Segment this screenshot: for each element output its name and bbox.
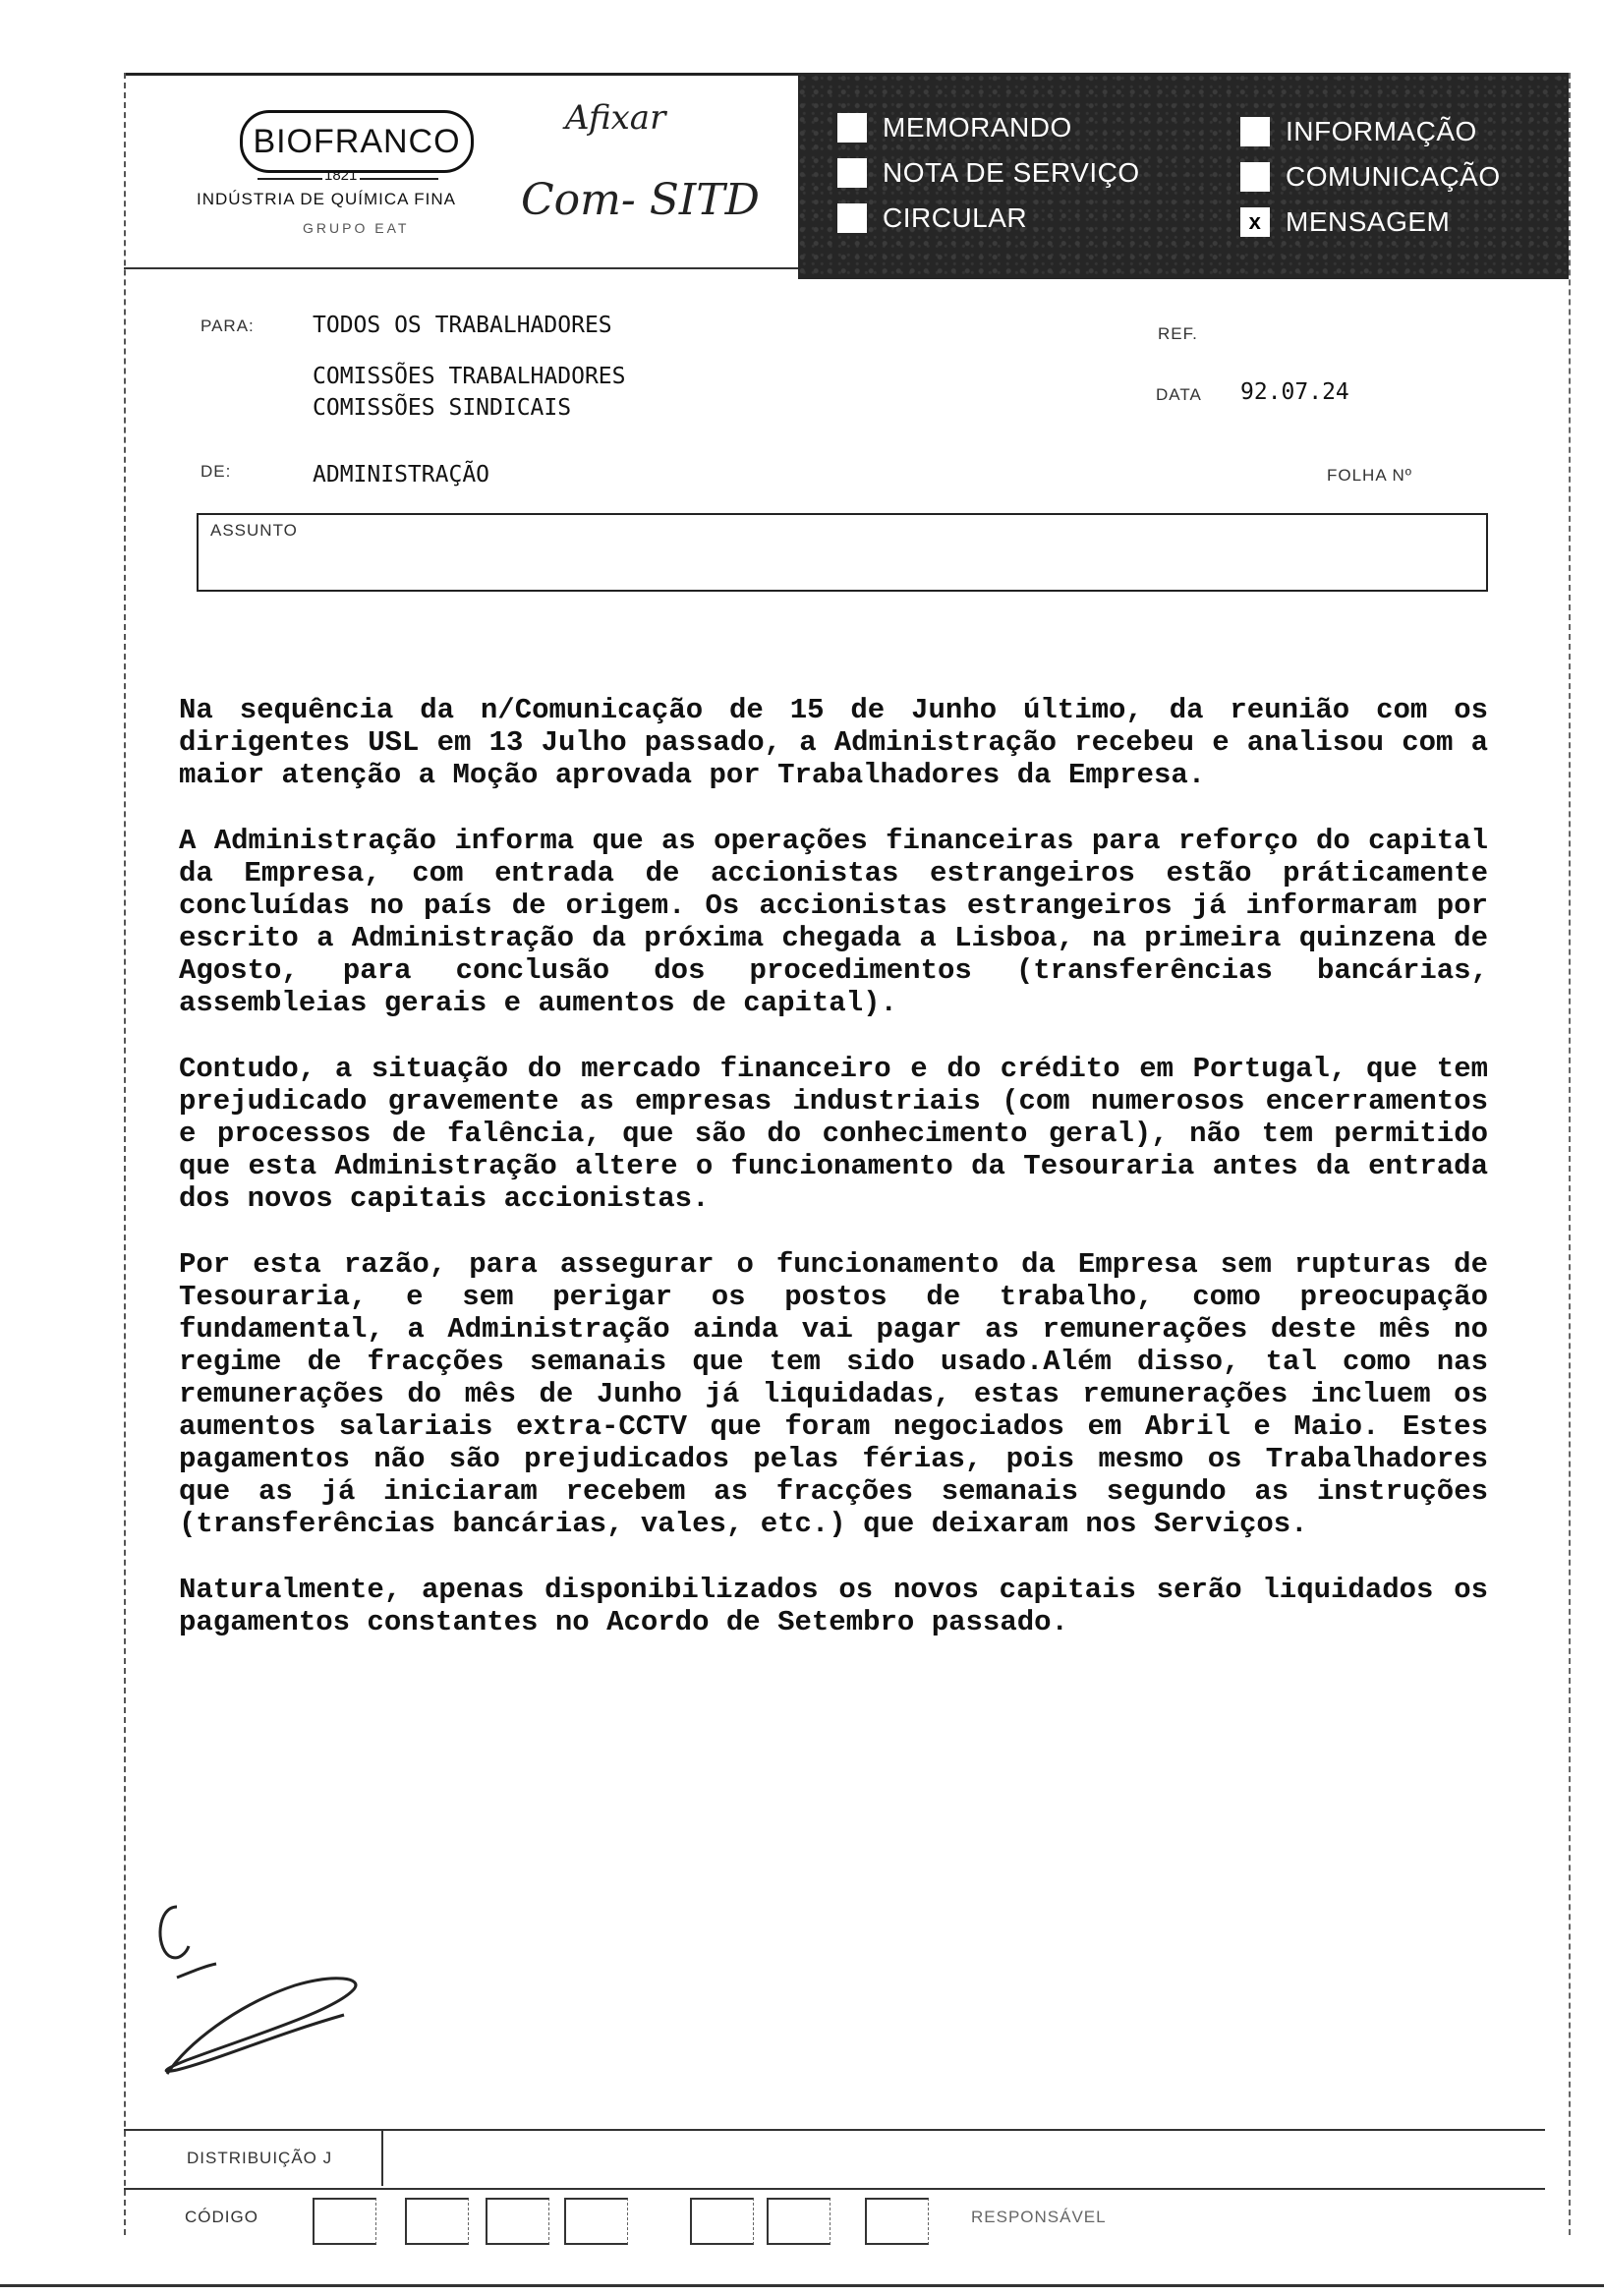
- code-box[interactable]: [405, 2198, 469, 2245]
- code-box[interactable]: [690, 2198, 754, 2245]
- option-nota-de-servico[interactable]: [837, 157, 1140, 189]
- data-label: DATA: [1156, 385, 1202, 404]
- option-label: MEMORANDO: [883, 112, 1072, 143]
- recipient-line: TODOS OS TRABALHADORES: [313, 313, 612, 338]
- logo-tagline: INDÚSTRIA DE QUÍMICA FINA: [197, 190, 456, 208]
- body-paragraph: Naturalmente, apenas disponibilizados os novos capitais serão liquidados os pagamentos constantes no Acordo de Setembro passado.: [179, 1574, 1488, 1638]
- document-type-panel: [798, 73, 1569, 279]
- logo-year: 1821: [324, 167, 358, 184]
- responsavel-label: RESPONSÁVEL: [971, 2208, 1107, 2226]
- handwritten-note: Com- SITD: [521, 175, 760, 225]
- sender-value: ADMINISTRAÇÃO: [313, 462, 490, 488]
- checkbox[interactable]: [837, 203, 867, 233]
- code-box[interactable]: [486, 2198, 549, 2245]
- checkbox-checked[interactable]: x: [1240, 207, 1270, 237]
- company-logo: BIOFRANCO: [240, 110, 474, 173]
- date-value: 92.07.24: [1240, 379, 1349, 405]
- body-paragraph: Na sequência da n/Comunicação de 15 de Junho último, da reunião com os dirigentes USL em 13 Julho passado, a Administração recebeu e analisou com a maior atenção a Moção aprovada por Trabalhadores da Empresa.: [179, 694, 1488, 791]
- body-paragraph: A Administração informa que as operações financeiras para reforço do capital da Empresa, com entrada de accionistas estrangeiros estão práticamente concluídas no país de origem. Os accionistas estrangeiros já informaram por escrito a Administração da próxima chegada a Lisboa, na primeira quinzena de Agosto, para conclusão dos procedimentos (transferências bancárias, assembleias gerais e aumentos de capital).: [179, 825, 1488, 1019]
- logo-group: GRUPO EAT: [303, 220, 410, 236]
- recipient-line: COMISSÕES SINDICAIS: [313, 395, 572, 421]
- distribution-separator: [381, 2129, 383, 2186]
- checkbox[interactable]: [837, 158, 867, 188]
- option-mensagem[interactable]: [1240, 206, 1450, 238]
- option-label: COMUNICAÇÃO: [1286, 161, 1501, 192]
- option-informacao[interactable]: [1240, 116, 1477, 147]
- folha-label: FOLHA Nº: [1327, 466, 1412, 485]
- codigo-label: CÓDIGO: [185, 2208, 258, 2226]
- option-memorando[interactable]: [837, 112, 1072, 144]
- form-right-border: [1569, 73, 1571, 2235]
- option-label: INFORMAÇÃO: [1286, 116, 1477, 146]
- recipient-line: COMISSÕES TRABALHADORES: [313, 364, 626, 389]
- ref-label: REF.: [1158, 324, 1198, 343]
- assunto-label: ASSUNTO: [210, 521, 298, 540]
- para-label: PARA:: [200, 316, 255, 335]
- option-circular[interactable]: [837, 202, 1027, 234]
- checkbox[interactable]: [1240, 162, 1270, 192]
- distribuicao-label: DISTRIBUIÇÃO J: [187, 2149, 333, 2167]
- logo-rule: [258, 178, 322, 180]
- de-label: DE:: [200, 462, 232, 481]
- body-paragraph: Contudo, a situação do mercado financeiro e do crédito em Portugal, que tem prejudicado gravemente as empresas industriais (com numerosos encerramentos e processos de falência, que são do conhecimento geral), não tem permitido que esta Administração altere o funcionamento da Tesouraria antes da entrada dos novos capitais accionistas.: [179, 1053, 1488, 1215]
- subject-box: [197, 513, 1488, 592]
- signature: [147, 1887, 403, 2084]
- code-box[interactable]: [865, 2198, 929, 2245]
- code-box[interactable]: [564, 2198, 628, 2245]
- logo-rule: [360, 178, 438, 180]
- option-label: MENSAGEM: [1286, 206, 1451, 237]
- code-box[interactable]: [767, 2198, 831, 2245]
- checkbox[interactable]: [1240, 117, 1270, 146]
- option-label: CIRCULAR: [883, 202, 1028, 233]
- distribution-row: [124, 2129, 1545, 2190]
- message-body: [179, 694, 1488, 1672]
- page-bottom-line: [0, 2284, 1604, 2287]
- handwritten-note: Afixar: [565, 98, 666, 138]
- option-label: NOTA DE SERVIÇO: [883, 157, 1140, 188]
- checkbox[interactable]: [837, 113, 867, 143]
- body-paragraph: Por esta razão, para assegurar o funcionamento da Empresa sem rupturas de Tesouraria, e sem perigar os postos de trabalho, como preocupação fundamental, a Administração ainda vai pagar as remunerações deste mês no regime de fracções semanais que tem sido usado.Além disso, tal como nas remunerações do mês de Junho já liquidadas, estas remunerações incluem os aumentos salariais extra-CCTV que foram negociados em Abril e Maio. Estes pagamentos não são prejudicados pelas férias, pois mesmo os Trabalhadores que as já iniciaram recebem as fracções semanais segundo as instruções (transferências bancárias, vales, etc.) que deixaram nos Serviços.: [179, 1248, 1488, 1540]
- code-box[interactable]: [313, 2198, 376, 2245]
- form-left-border: [124, 73, 126, 2235]
- option-comunicacao[interactable]: [1240, 161, 1501, 193]
